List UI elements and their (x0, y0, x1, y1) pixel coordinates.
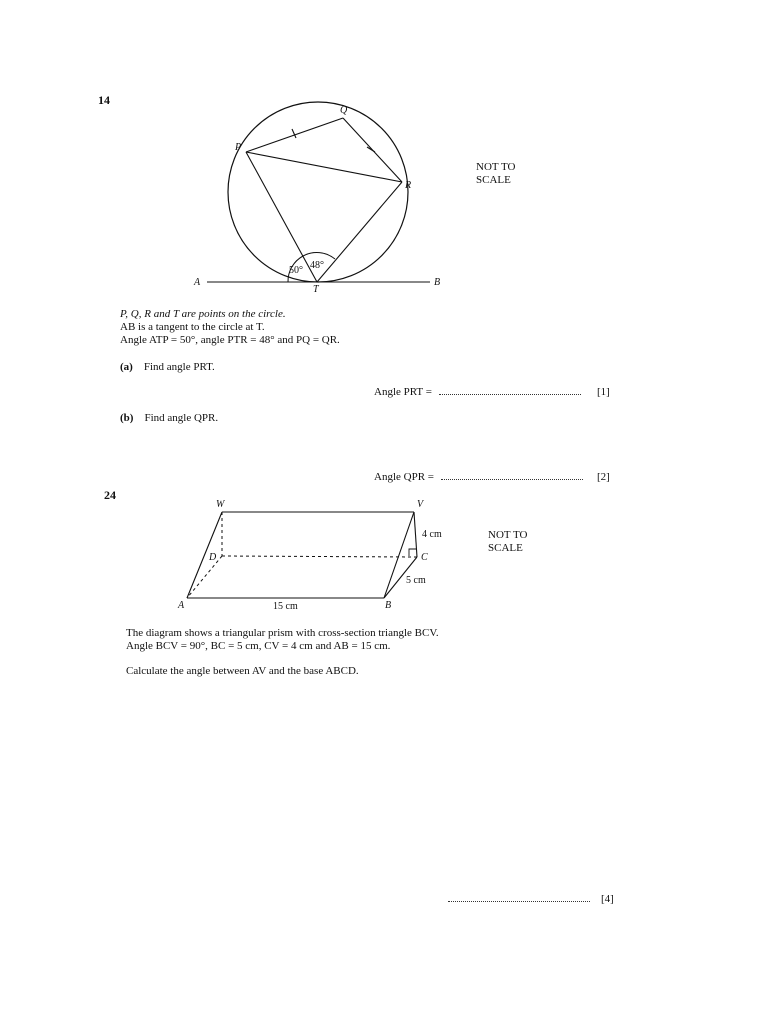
hidden-edge-dc (222, 556, 417, 557)
part-text: Find angle PRT. (143, 361, 215, 373)
point-label-q: Q (340, 105, 348, 116)
point-label-r: R (405, 180, 412, 191)
stem-line-1: P, Q, R and T are points on the circle. (120, 308, 286, 320)
q24-marks: [4] (601, 893, 614, 905)
point-label-a: A (178, 600, 185, 611)
q24-question: Calculate the angle between AV and the base ABCD. (126, 665, 359, 677)
point-label-v: V (417, 499, 424, 510)
point-label-b: B (434, 277, 441, 288)
part-label: (a) (120, 361, 133, 373)
angle-label-ptr: 48° (310, 260, 324, 271)
answer-label: Angle PRT = (374, 386, 432, 398)
question-number-24: 24 (104, 488, 116, 502)
answer-line[interactable] (448, 901, 590, 902)
length-label-cv: 4 cm (422, 529, 442, 540)
right-angle-mark (409, 549, 416, 556)
point-label-d: D (209, 552, 217, 563)
stem-line-3: Angle ATP = 50°, angle PTR = 48° and PQ = QR. (120, 334, 340, 346)
question-number-14: 14 (98, 93, 110, 107)
point-label-c: C (421, 552, 428, 563)
stem-line-2: AB is a tangent to the circle at T. (120, 321, 265, 333)
stem-line-2: Angle BCV = 90°, BC = 5 cm, CV = 4 cm and AB = 15 cm. (126, 640, 391, 652)
answer-label: Angle QPR = (374, 471, 434, 483)
q14-part-b-marks: [2] (597, 471, 610, 483)
point-label-a: A (194, 277, 201, 288)
part-label: (b) (120, 412, 134, 424)
point-label-t: T (313, 284, 319, 295)
note-line-2: SCALE (476, 174, 511, 186)
part-text: Find angle QPR. (144, 412, 219, 424)
not-to-scale-note-24 (488, 529, 527, 555)
length-label-bc: 5 cm (406, 575, 426, 586)
stem-line-1: The diagram shows a triangular prism with cross-section triangle BCV. (126, 627, 439, 639)
point-label-w: W (216, 499, 225, 510)
angle-label-atp: 50° (289, 265, 303, 276)
edge-wa (187, 512, 222, 598)
q14-part-a-marks: [1] (597, 386, 610, 398)
hidden-edge-da (187, 556, 222, 598)
note-line-1: NOT TO (488, 529, 528, 541)
q24-answer (448, 893, 590, 906)
length-label-ab: 15 cm (273, 601, 298, 612)
q24-stem (126, 627, 439, 653)
point-label-b: B (385, 600, 392, 611)
note-line-2: SCALE (488, 542, 523, 554)
point-label-p: P (235, 142, 242, 153)
note-line-1: NOT TO (476, 161, 516, 173)
edge-vc (414, 512, 417, 557)
